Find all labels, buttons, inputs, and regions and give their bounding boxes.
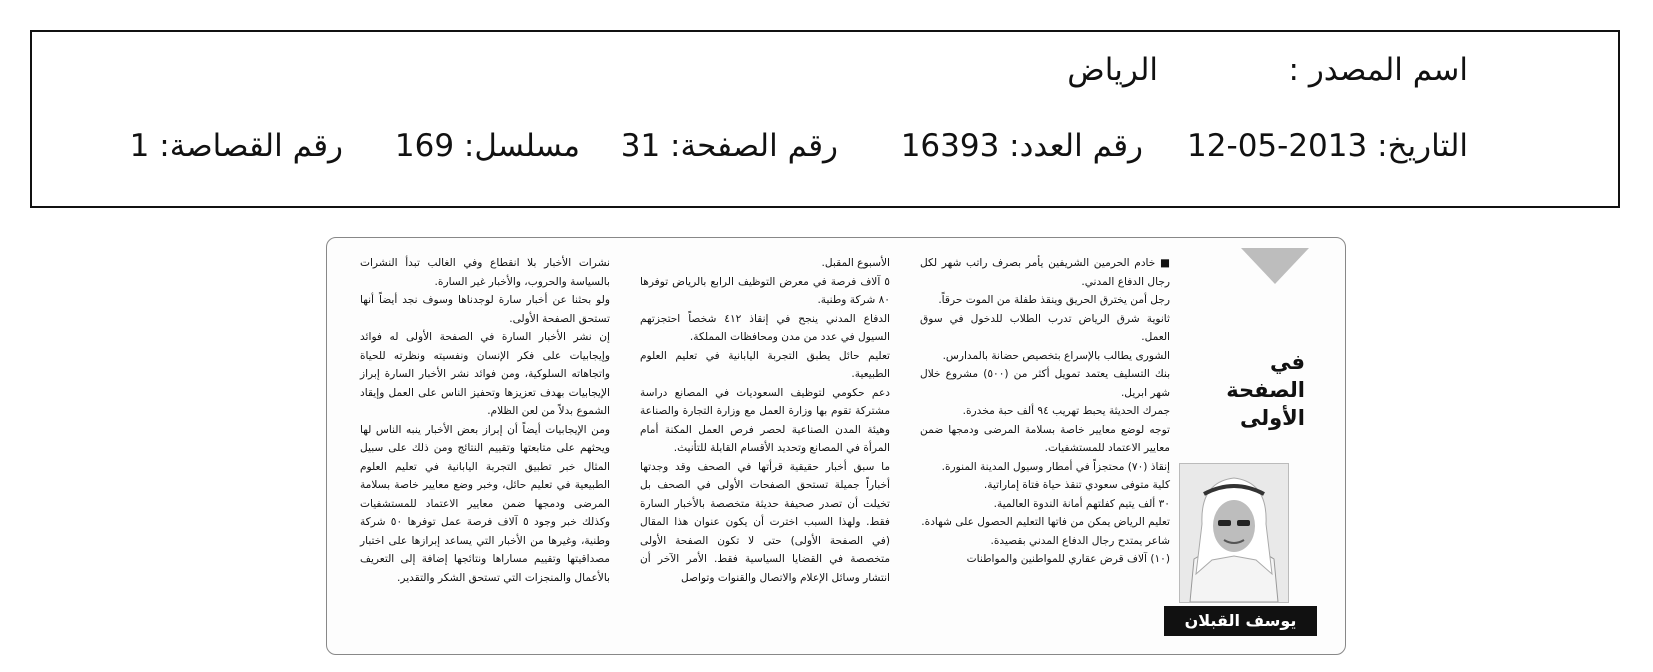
author-name: يوسف القبلان: [1164, 606, 1317, 636]
issue-number-field: رقم العدد: 16393: [900, 128, 1143, 164]
article-paragraph: شاعر يمتدح رجال الدفاع المدني بقصيدة.: [990, 534, 1170, 547]
author-portrait-icon: [1180, 464, 1288, 602]
article-paragraph: كلية متوفى سعودي تنقذ حياة فتاة إماراتية.: [983, 479, 1170, 491]
serial-field: مسلسل: 169: [394, 128, 580, 164]
article-paragraph: ثانوية شرق الرياض تدرب الطلاب للدخول في سوق العمل.: [920, 312, 1170, 343]
article-paragraph: الأسبوع المقبل.: [821, 257, 890, 269]
article-paragraph: الدفاع المدني ينجح في إنقاذ ٤١٢ شخصاً احتجزتهم السيول في عدد من مدن ومحافظات المملكة.: [640, 312, 890, 343]
article-paragraph: إن نشر الأخبار السارة في الصفحة الأولى له فوائد وإيجابيات على فكر الإنسان ونفسيته ونظرته للحياة واتجاهاته السلوكية، ومن فوائد نشر الأخبار السارة إبراز الإيجابيات بهدف تعزيزها وتحفيز الناس على العمل وإيقاد الشموع بدلاً من لعن الظلام.: [360, 331, 610, 417]
article-paragraph: رجل أمن يخترق الحريق وينقذ طفلة من الموت حرقاً.: [938, 294, 1170, 306]
article-paragraph: ما سبق أخبار حقيقية قرأتها في الصحف وقد وجدتها أخباراً جميلة تستحق الصفحات الأولى في الصحف بل تخيلت أن تصدر صحيفة حديثة متخصصة بالأخبار السارة فقط. ولهذا السبب اخترت أن يكون عنوان هذا المقال (في الصفحة الأولى) حتى لا تكون الصفحة الأولى متخصصة في القضايا السياسية فقط. الأمر الآخر أن انتشار وسائل الإعلام والاتصال والقنوات وتواصل: [640, 460, 890, 584]
article-paragraph: تعليم حائل يطبق التجربة اليابانية في تعليم العلوم الطبيعية.: [640, 349, 890, 380]
date-field: التاريخ: 2013-05-12: [1187, 128, 1468, 164]
article-paragraph: بنك التسليف يعتمد تمويل أكثر من (٥٠٠) مشروع خلال شهر ابريل.: [920, 368, 1171, 399]
article-paragraph: نشرات الأخبار بلا انقطاع وفي الغالب تبدأ النشرات بالسياسة والحروب، والأخبار غير السارة.: [360, 257, 610, 288]
article-column-3: [360, 254, 610, 587]
article-paragraph: الشورى يطالب بالإسراع بتخصيص حضانة بالمدارس.: [942, 349, 1170, 362]
newspaper-clipping: [326, 237, 1346, 655]
source-info-box: [30, 30, 1620, 208]
source-value: الرياض: [1067, 52, 1158, 88]
source-label: اسم المصدر :: [1288, 52, 1468, 88]
article-paragraph: ولو بحثنا عن أخبار سارة لوجدناها وسوف نجد أيضاً أنها تستحق الصفحة الأولى.: [360, 294, 610, 325]
article-paragraph: دعم حكومي لتوظيف السعوديات في المصانع دراسة مشتركة تقوم بها وزارة العمل مع وزارة التجارة والصناعة وهيئة المدن الصناعية لحصر فرص العمل المكنة أمام المرأة في المصانع وتحديد الأقسام القابلة للتأنيث.: [640, 386, 890, 454]
article-paragraph: توجه لوضع معايير خاصة بسلامة المرضى ودمجها ضمن معايير الاعتماد للمستشفيات.: [920, 423, 1170, 454]
page-number-field: رقم الصفحة: 31: [620, 128, 838, 164]
article-paragraph: ■ خادم الحرمين الشريفين يأمر بصرف راتب شهر لكل رجال الدفاع المدني.: [920, 257, 1170, 288]
column-title: في الصفحة الأولى: [1226, 350, 1305, 430]
article-paragraph: إنقاذ (٧٠) محتجزاً في أمطار وسيول المدينة المنورة.: [941, 460, 1170, 473]
clipping-number-field: رقم القصاصة: 1: [129, 128, 343, 164]
article-paragraph: ٣٠ ألف يتيم كفلتهم أمانة الندوة العالمية.: [993, 497, 1170, 510]
article-paragraph: جمرك الحديثة يحبط تهريب ٩٤ ألف حبة مخدرة.: [962, 405, 1170, 417]
article-column-1: [920, 254, 1170, 569]
article-paragraph: (١٠) آلاف قرض عقاري للمواطنين والمواطنات: [966, 553, 1170, 565]
article-paragraph: تعليم الرياض يمكن من فاتها التعليم الحصول على شهادة.: [921, 516, 1170, 528]
corner-triangle-icon: [1241, 248, 1309, 284]
article-paragraph: ومن الإيجابيات أيضاً أن إبراز بعض الأخبار ينبه الناس لها ويحثهم على متابعتها وتقييم النتائج ومن ذلك على سبيل المثال خبر تطبيق التجربة اليابانية في تعليم العلوم الطبيعية في تعليم حائل، وخبر وضع معايير خاصة بسلامة المرضى ودمجها ضمن معايير الاعتماد للمستشفيات وكذلك خبر وجود ٥ آلاف فرصة عمل توفرها ٥٠ شركة وطنية، وغيرها من الأخبار التي يساعد إبرازها على اختبار مصداقيتها وتقييم مساراها ونتائجها إضافة إلى التعريف بالأعمال والمنجزات التي تستحق الشكر والتقدير.: [360, 423, 610, 584]
article-column-2: [640, 254, 890, 587]
author-photo: [1179, 463, 1289, 603]
article-paragraph: ٥ آلاف فرصة في معرض التوظيف الرابع بالرياض توفرها ٨٠ شركة وطنية.: [640, 275, 890, 306]
